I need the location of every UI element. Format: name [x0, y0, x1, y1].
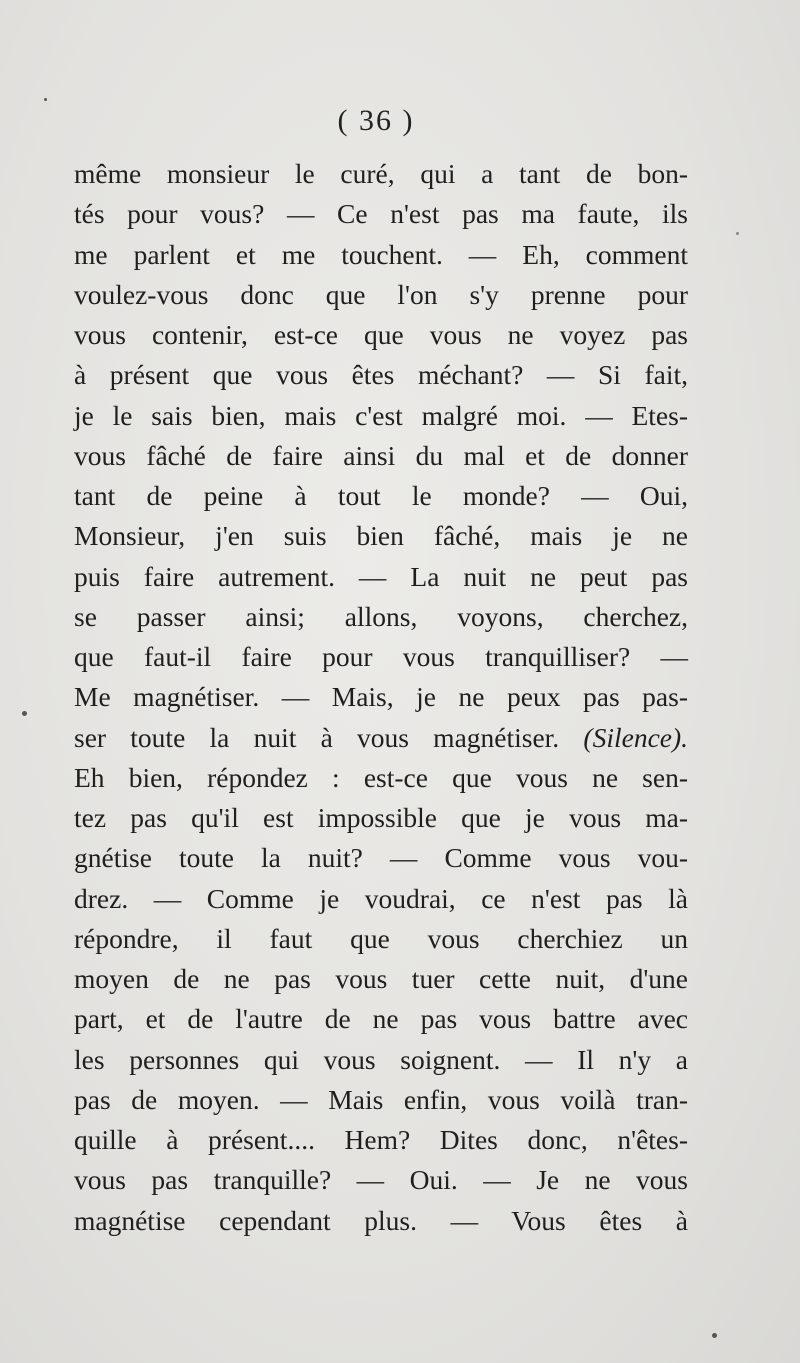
paper-speck [736, 232, 739, 235]
text-line: puis faire autrement. — La nuit ne peut pas [74, 560, 688, 592]
paper-speck [712, 1333, 717, 1338]
text-line: se passer ainsi; allons, voyons, cherchez, [74, 600, 688, 632]
text-line: je le sais bien, mais c'est malgré moi. — Etes- [74, 399, 688, 431]
text-line: drez. — Comme je voudrai, ce n'est pas là [74, 882, 688, 914]
text-line: même monsieur le curé, qui a tant de bon- [74, 158, 688, 189]
text-line: magnétise cependant plus. — Vous êtes à [74, 1204, 688, 1236]
text-line: Eh bien, répondez : est-ce que vous ne sen- [74, 761, 688, 793]
text-line: part, et de l'autre de ne pas vous battre avec [74, 1003, 688, 1035]
text-line: voulez-vous donc que l'on s'y prenne pour [74, 278, 688, 310]
text-line: Me magnétiser. — Mais, je ne peux pas pas- [74, 681, 688, 713]
text-line: tant de peine à tout le monde? — Oui, [74, 480, 688, 511]
text-line: vous pas tranquille? — Oui. — Je ne vous [74, 1164, 688, 1196]
text-line: gnétise toute la nuit? — Comme vous vou- [74, 842, 688, 874]
text-line: moyen de ne pas vous tuer cette nuit, d'une [74, 963, 688, 994]
silence-note: (Silence). [583, 721, 689, 753]
text-line: vous fâché de faire ainsi du mal et de donner [74, 439, 688, 471]
text-line: me parlent et me touchent. — Eh, comment [74, 238, 688, 270]
text-line: répondre, il faut que vous cherchiez un [74, 922, 688, 954]
paper-speck [22, 711, 27, 716]
text-line: à présent que vous êtes méchant? — Si fait, [74, 359, 688, 391]
text-line: tez pas qu'il est impossible que je vous ma- [74, 802, 688, 833]
page-number: ( 36 ) [337, 104, 415, 137]
paper-speck [44, 98, 47, 101]
text-line-with-silence [74, 718, 688, 758]
text-line: que faut-il faire pour vous tranquilliser? — [74, 641, 688, 672]
text-line: quille à présent.... Hem? Dites donc, n'êtes- [74, 1124, 688, 1155]
text-segment: ser toute la nuit à vous magnétiser. [74, 721, 560, 753]
text-line: tés pour vous? — Ce n'est pas ma faute, ils [74, 198, 688, 230]
text-line: Monsieur, j'en suis bien fâché, mais je ne [74, 520, 688, 552]
text-line: les personnes qui vous soignent. — Il n'y a [74, 1043, 688, 1075]
text-line: vous contenir, est-ce que vous ne voyez pas [74, 319, 688, 350]
text-line: pas de moyen. — Mais enfin, vous voilà tran- [74, 1083, 688, 1115]
body-text [74, 154, 688, 1241]
